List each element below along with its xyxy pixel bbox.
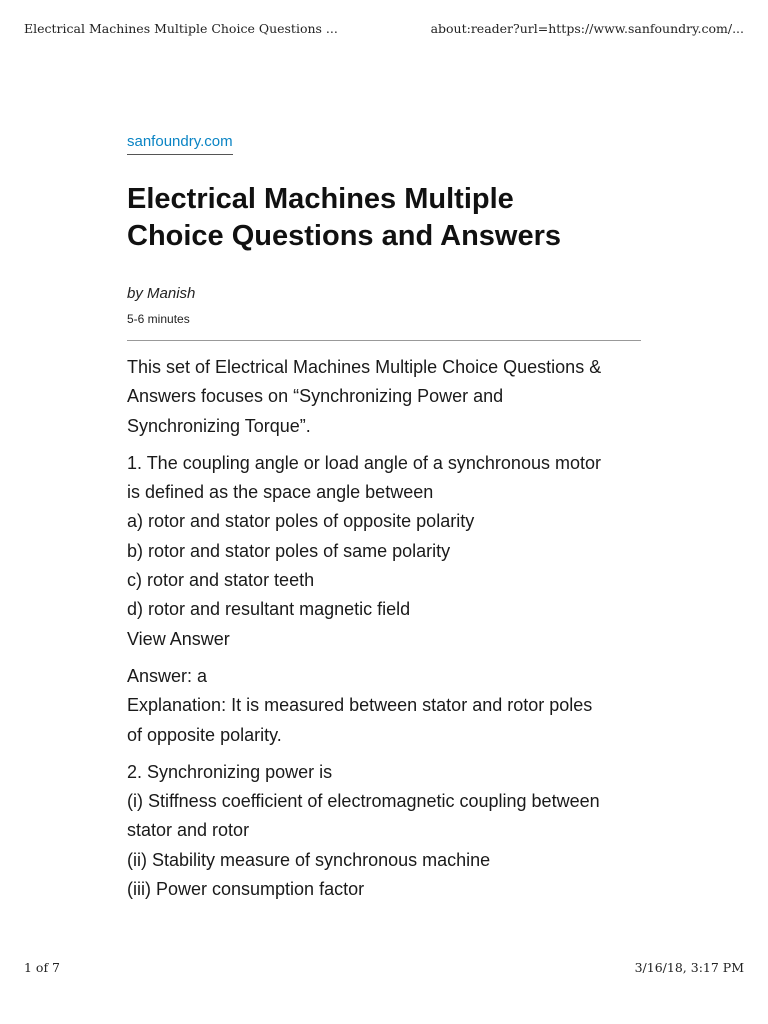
article-title-line: Choice Questions and Answers	[127, 220, 562, 252]
intro-line: Synchronizing Torque”.	[127, 415, 311, 436]
article-byline: by Manish	[127, 285, 196, 302]
read-time: 5-6 minutes	[127, 312, 190, 326]
intro-line: This set of Electrical Machines Multiple Choice Questions &	[127, 357, 602, 377]
explanation-line: of opposite polarity.	[127, 724, 282, 745]
statement-line: (i) Stiffness coefficient of electromagnetic coupling between	[127, 791, 600, 812]
print-header-title: Electrical Machines Multiple Choice Questions ...	[24, 21, 338, 36]
explanation-line: Explanation: It is measured between stator and rotor poles	[127, 695, 593, 716]
answer-option: a) rotor and stator poles of opposite polarity	[127, 511, 475, 532]
question-text-line: 2. Synchronizing power is	[127, 761, 333, 782]
answer-option: c) rotor and stator teeth	[127, 570, 315, 591]
article-title-line: Electrical Machines Multiple	[127, 183, 514, 215]
question-text-line: 1. The coupling angle or load angle of a synchronous motor	[127, 452, 601, 473]
answer-option: b) rotor and stator poles of same polarity	[127, 540, 451, 561]
reader-article	[127, 133, 641, 912]
answer-option: d) rotor and resultant magnetic field	[127, 599, 411, 620]
view-answer-toggle[interactable]: View Answer	[127, 628, 230, 649]
header-divider	[127, 340, 641, 341]
statement-line: (iii) Power consumption factor	[127, 879, 365, 900]
print-datetime: 3/16/18, 3:17 PM	[634, 960, 744, 975]
answer-key: Answer: a	[127, 665, 208, 686]
question-text-line: is defined as the space angle between	[127, 482, 434, 503]
question-1	[127, 449, 641, 654]
page-number: 1 of 7	[24, 960, 61, 975]
question-2	[127, 758, 641, 904]
source-domain-link[interactable]: sanfoundry.com	[127, 133, 233, 155]
article-title	[127, 181, 641, 255]
article-content	[127, 353, 641, 904]
intro-paragraph	[127, 353, 641, 441]
answer-1	[127, 662, 641, 750]
statement-line: (ii) Stability measure of synchronous machine	[127, 849, 491, 870]
statement-line: stator and rotor	[127, 820, 250, 841]
print-header-url: about:reader?url=https://www.sanfoundry.com/...	[430, 21, 744, 36]
intro-line: Answers focuses on “Synchronizing Power and	[127, 386, 504, 407]
